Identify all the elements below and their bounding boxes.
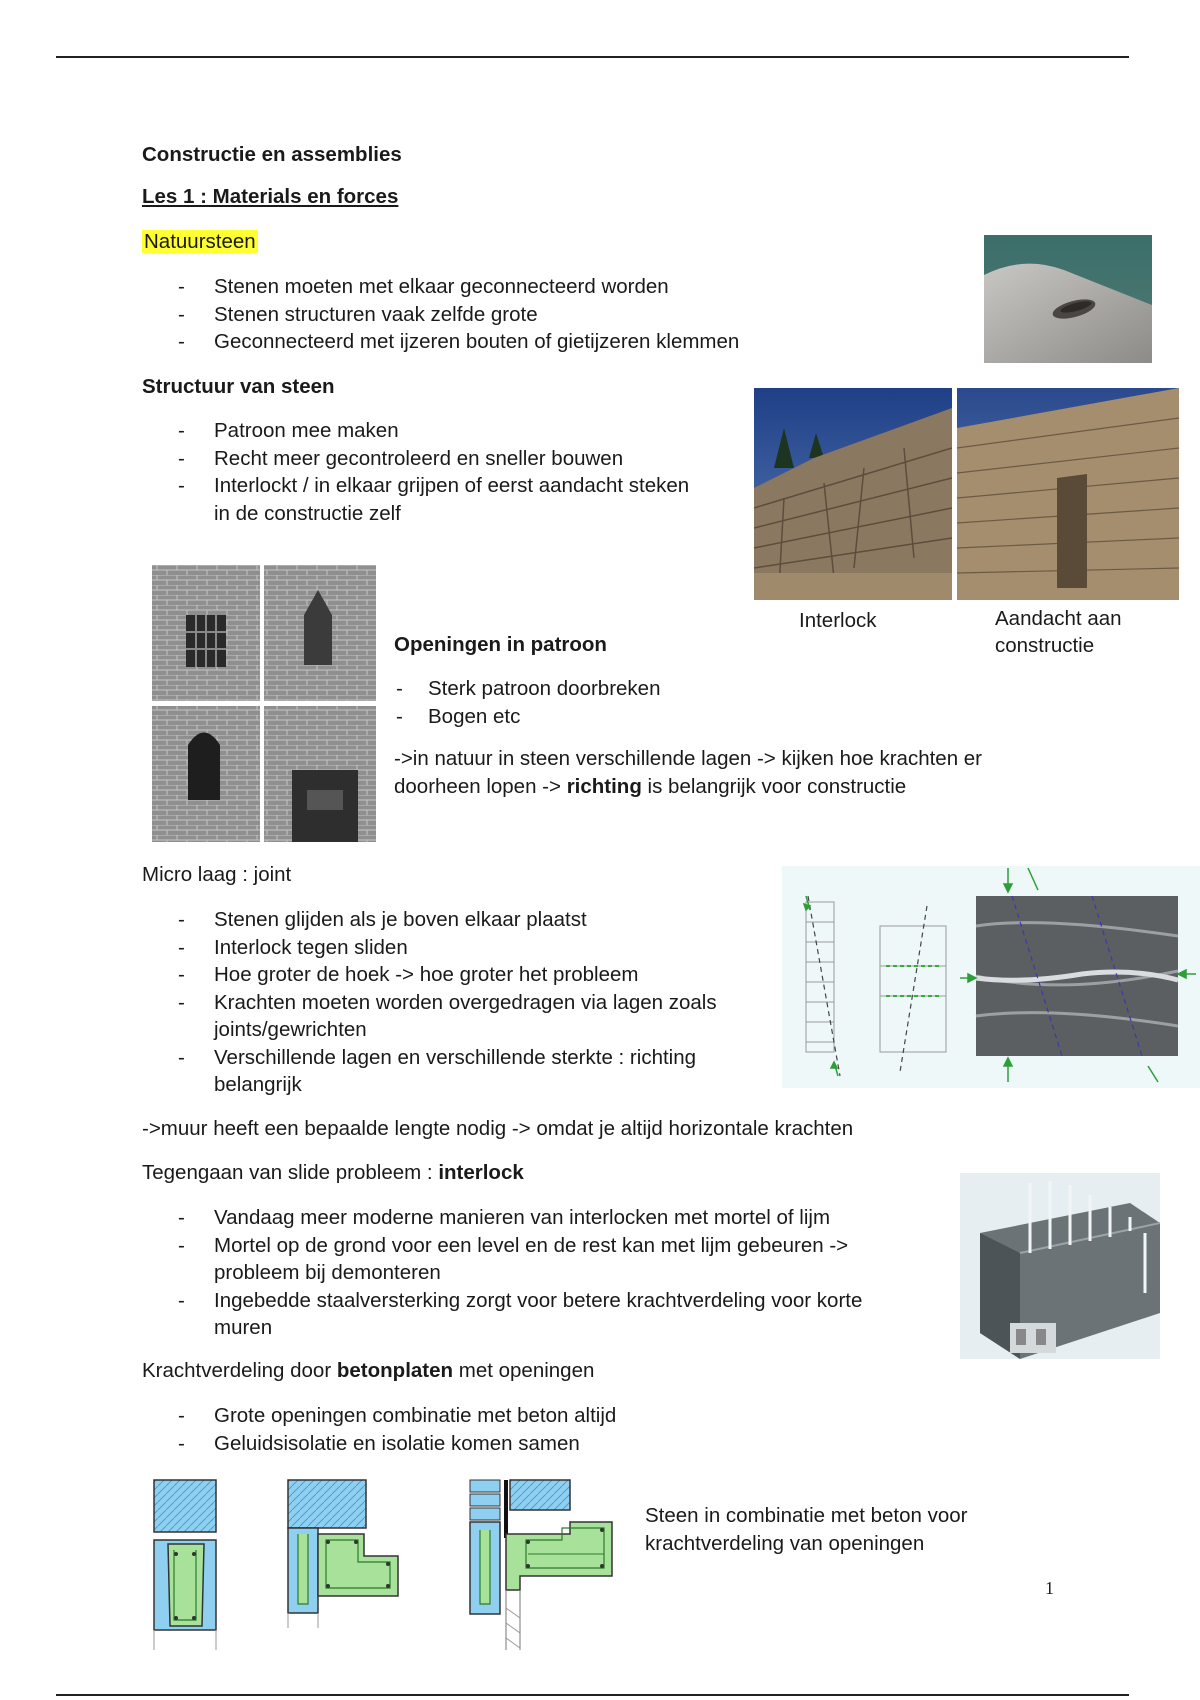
list-item: - Sterk patroon doorbreken bbox=[394, 675, 660, 703]
natuursteen-bullets bbox=[142, 273, 739, 356]
caption-aandacht: Aandacht aan constructie bbox=[995, 607, 1122, 657]
interlock-wall-photo bbox=[754, 388, 952, 600]
list-item: - Hoe groter de hoek -> hoe groter het probleem bbox=[142, 961, 717, 989]
wall-construction-photo bbox=[957, 388, 1179, 600]
list-item: - Stenen glijden als je boven elkaar plaatst bbox=[142, 906, 717, 934]
caption-interlock: Interlock bbox=[799, 609, 877, 632]
list-item: - Vandaag meer moderne manieren van interlocken met mortel of lijm bbox=[142, 1204, 862, 1232]
list-item: - Interlockt / in elkaar grijpen of eerst aandacht steken in de constructie zelf bbox=[142, 472, 689, 527]
openingen-bullets bbox=[394, 675, 660, 730]
list-item: - Geluidsisolatie en isolatie komen samen bbox=[142, 1430, 616, 1458]
lintel-section-1 bbox=[150, 1478, 220, 1650]
page-number: 1 bbox=[1045, 1578, 1054, 1598]
beton-caption: Steen in combinatie met beton voor krachtverdeling van openingen bbox=[645, 1504, 968, 1555]
muur-lengte-note: ->muur heeft een bepaalde lengte nodig -> omdat je altijd horizontale krachten bbox=[142, 1117, 854, 1140]
structuur-bullets bbox=[142, 417, 689, 527]
list-item: - Ingebedde staalversterking zorgt voor betere krachtverdeling voor korte muren bbox=[142, 1287, 862, 1342]
list-item: - Krachten moeten worden overgedragen via lagen zoals joints/gewrichten bbox=[142, 989, 717, 1044]
interlocking-block-wall-render bbox=[960, 1173, 1160, 1359]
slide-bullets bbox=[142, 1204, 862, 1342]
list-item: - Bogen etc bbox=[394, 703, 660, 731]
brick-openings-photo-grid bbox=[152, 565, 376, 842]
section-heading-micro-laag: Micro laag : joint bbox=[142, 863, 292, 886]
openingen-paragraph: ->in natuur in steen verschillende lagen -> kijken hoe krachten er doorheen lopen -> richting is belangrijk voor constructie bbox=[394, 747, 983, 798]
list-item: - Interlock tegen sliden bbox=[142, 934, 717, 962]
list-item: - Mortel op de grond voor een level en de rest kan met lijm gebeuren -> probleem bij demonteren bbox=[142, 1232, 862, 1287]
section-heading-krachtverdeling: Krachtverdeling door betonplaten met openingen bbox=[142, 1359, 595, 1382]
list-item: - Geconnecteerd met ijzeren bouten of gietijzeren klemmen bbox=[142, 328, 739, 356]
lintel-section-3 bbox=[466, 1478, 616, 1650]
header-rule bbox=[56, 56, 1129, 58]
stone-clamp-photo bbox=[984, 235, 1152, 363]
list-item: - Stenen structuren vaak zelfde grote bbox=[142, 301, 739, 329]
list-item: - Grote openingen combinatie met beton altijd bbox=[142, 1402, 616, 1430]
section-heading-slide: Tegengaan van slide probleem : interlock bbox=[142, 1161, 524, 1184]
footer-rule bbox=[56, 1694, 1129, 1696]
list-item: - Patroon mee maken bbox=[142, 417, 689, 445]
lintel-section-2 bbox=[284, 1478, 402, 1628]
joint-forces-diagram bbox=[782, 866, 1200, 1088]
section-heading-openingen: Openingen in patroon bbox=[394, 633, 607, 656]
document-title: Constructie en assemblies bbox=[142, 143, 402, 166]
lesson-title: Les 1 : Materials en forces bbox=[142, 185, 399, 208]
section-heading-structuur: Structuur van steen bbox=[142, 375, 335, 398]
list-item: - Stenen moeten met elkaar geconnecteerd worden bbox=[142, 273, 739, 301]
list-item: - Verschillende lagen en verschillende sterkte : richting belangrijk bbox=[142, 1044, 717, 1099]
section-heading-natuursteen: Natuursteen bbox=[144, 230, 256, 253]
micro-laag-bullets bbox=[142, 906, 717, 1099]
krachtverdeling-bullets bbox=[142, 1402, 616, 1457]
list-item: - Recht meer gecontroleerd en sneller bouwen bbox=[142, 445, 689, 473]
